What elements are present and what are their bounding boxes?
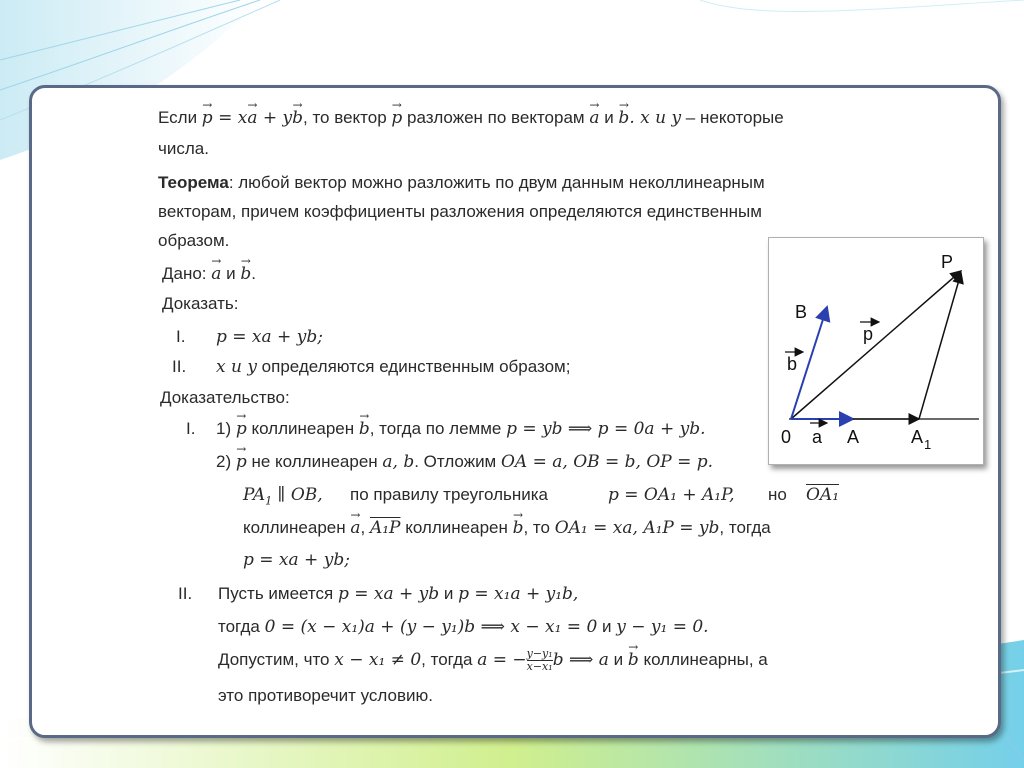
proof-step-2-line-3: коллинеарен a →, A₁P коллинеарен b →, то OA₁ = xa, A₁P = yb, тогда — [243, 516, 771, 540]
label-A: A — [847, 427, 860, 447]
prove-item-1: p = xa + yb; — [216, 327, 323, 347]
theorem-line-3: образом. — [158, 231, 230, 250]
proof-step-2-line-2: $PA_1$ ∥ OB, — [243, 485, 323, 508]
vector-diagram — [768, 237, 984, 465]
label-p: p — [863, 324, 874, 344]
theorem-line-1: Теорема: любой вектор можно разложить по двум данным неколлинеарным — [158, 173, 765, 192]
fraction: $\frac{\text{y−y₁}}{\text{x−x₁}}$ — [526, 647, 553, 674]
label-b: b — [787, 354, 798, 374]
label-A1: A — [911, 427, 924, 447]
vector-p: p → — [202, 106, 213, 130]
intro-line: Если p → = xa → + yb →, то вектор p → разложен по векторам a → и b →. x и y – некоторые — [158, 106, 784, 130]
prove-label: Доказать: — [162, 294, 239, 313]
label-B: B — [795, 302, 808, 322]
theorem-line-2: векторам, причем коэффициенты разложения определяются единственным — [158, 202, 762, 221]
vector-op — [791, 271, 961, 419]
proof-part-2-line-3: Допустим, что x − x₁ ≠ 0, тогда a = − $\frac{\text{y−y₁}}{\text{x−x₁}}$ b ⟹ a и b → коллинеарны, а — [218, 648, 768, 673]
proof-part-2-line-2: тогда 0 = (x − x₁)a + (y − y₁)b ⟹ x − x₁ = 0 и y − y₁ = 0. — [218, 617, 709, 637]
proof-step-2: 2) p → не коллинеарен a, b. Отложим OA = a, OB = b, OP = p. — [216, 450, 713, 474]
proof-step-2-triangle-rule: по правилу треугольника — [350, 485, 549, 504]
label-P: P — [941, 252, 954, 272]
vector-diagram-svg — [769, 238, 983, 464]
given-line: Дано: a → и b →. — [162, 262, 256, 286]
proof-part-2-line-1: Пусть имеется p = xa + yb и p = x₁a + y₁b, — [218, 584, 579, 604]
proof-part-2-num: II. — [178, 584, 193, 603]
proof-part-2-line-4: это противоречит условию. — [218, 686, 433, 705]
intro-line-2: числа. — [158, 139, 209, 158]
proof-step-1: 1) p → коллинеарен b →, тогда по лемме p = yb ⟹ p = 0a + yb. — [216, 417, 706, 441]
prove-item-2: x и y определяются единственным образом; — [216, 357, 571, 377]
vector-a1p — [919, 273, 961, 419]
proof-step-2-sum: p = OA₁ + A₁P, — [608, 485, 735, 505]
label-a: a — [812, 427, 823, 447]
proof-step-2-oa1: OA₁ — [806, 485, 840, 505]
proof-step-2-but: но — [768, 485, 787, 504]
proof-label: Доказательство: — [160, 388, 290, 407]
label-O: 0 — [781, 427, 792, 447]
prove-item-1-num: I. — [176, 327, 186, 346]
label-A1-sub: 1 — [924, 437, 932, 452]
proof-part-1-num: I. — [186, 419, 196, 438]
prove-item-2-num: II. — [172, 357, 187, 376]
proof-step-2-line-4: p = xa + yb; — [243, 550, 350, 570]
